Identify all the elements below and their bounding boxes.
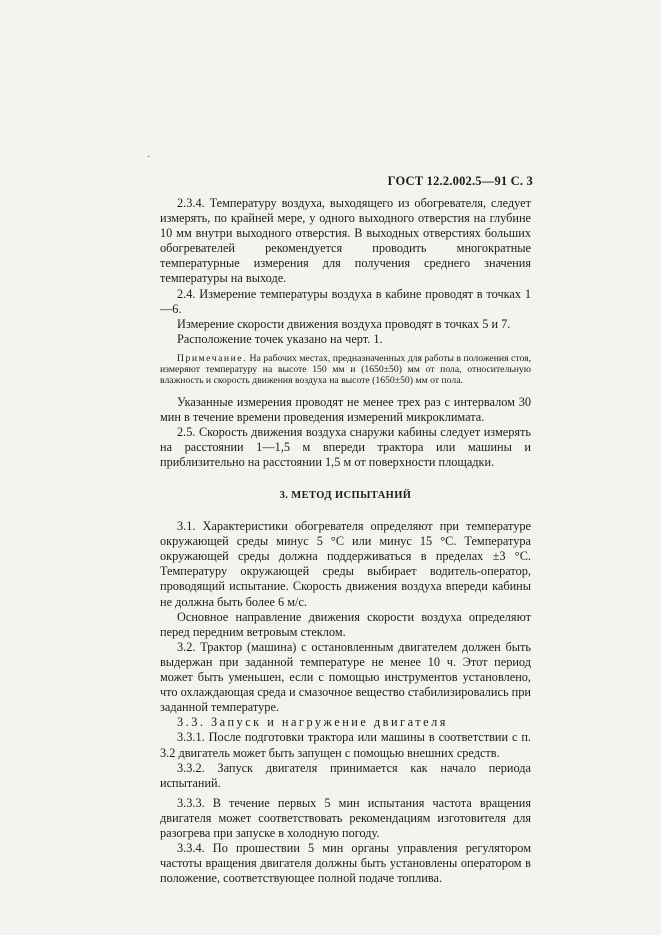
scan-mark: · <box>147 152 151 163</box>
paragraph-3-3-4: 3.3.4. По прошествии 5 мин органы управления регулятором частоты вращения двигателя должны быть установлены оператором в положение, соответствующее полной подаче топлива. <box>160 841 531 886</box>
paragraph-2-4-location: Расположение точек указано на черт. 1. <box>177 331 383 346</box>
paragraph-3-3-3: 3.3.3. В течение первых 5 мин испытания частота вращения двигателя может соответствовать рекомендациям изготовителя для разогрева при запуске в холодную погоду. <box>160 795 531 840</box>
paragraph-3-1: 3.1. Характеристики обогревателя определяют при температуре окружающей среды минус 5 °С или минус 15 °С. Температура окружающей среды должна поддерживаться в пределах ±3 °С. Температуру окружающей среды выбирает водитель-оператор, проводящий испытание. Скорость движения воздуха впереди кабины не должна быть более 6 м/с. <box>160 519 531 609</box>
paragraph-3-1-direction: Основное направление движения скорости воздуха определяют перед передним ветровым стеклом. <box>160 609 531 639</box>
note-text: На рабочих местах, предназначенных для работы в положения стоя, измеряют температуру на высоте 150 мм и (1650±50) мм от пола, относительную влажность и скорость движения воздуха на высоте (1650±50) мм от пола. <box>160 352 531 387</box>
paragraph-3-3-heading: 3.3. Запуск и нагружение двигателя <box>177 715 448 730</box>
note <box>160 353 531 387</box>
paragraph-2-4: 2.4. Измерение температуры воздуха в кабине проводят в точках 1—6. <box>160 286 531 316</box>
paragraph-3-2: 3.2. Трактор (машина) с остановленным двигателем должен быть выдержан при заданной температуре не менее 10 ч. Этот период может быть уменьшен, если с помощью инструментов установлено, что охлаждающая среда и смазочное вещество стабилизировались при заданной температуре. <box>160 639 531 715</box>
section-heading: 3. МЕТОД ИСПЫТАНИЙ <box>279 490 412 502</box>
paragraph-3-3-1: 3.3.1. После подготовки трактора или машины в соответствии с п. 3.2 двигатель может быть запущен с помощью внешних средств. <box>160 730 531 760</box>
paragraph-2-4-speed: Измерение скорости движения воздуха проводят в точках 5 и 7. <box>177 316 511 331</box>
paragraph-2-5: 2.5. Скорость движения воздуха снаружи кабины следует измерять на расстоянии 1—1,5 м впереди трактора или машины и приблизительно на расстоянии 1,5 м от поверхности площадки. <box>160 424 531 469</box>
document-body <box>160 196 531 886</box>
paragraph-2-3-4: 2.3.4. Температуру воздуха, выходящего из обогревателя, следует измерять, по крайней мере, у одного выходного отверстия на глубине 10 мм внутри выходного отверстия. В выходных отверстиях больших обогревателей рекомендуется проводить многократные температурные измерения для получения среднего значения температуры на выходе. <box>160 196 531 286</box>
paragraph-3-3-2: 3.3.2. Запуск двигателя принимается как начало периода испытаний. <box>160 760 531 790</box>
note-label: Примечание. <box>177 352 247 364</box>
paragraph-measurements: Указанные измерения проводят не менее трех раз с интервалом 30 мин в течение времени проведения измерений микроклимата. <box>160 394 531 424</box>
page-header: ГОСТ 12.2.002.5—91 С. 3 <box>387 174 533 188</box>
